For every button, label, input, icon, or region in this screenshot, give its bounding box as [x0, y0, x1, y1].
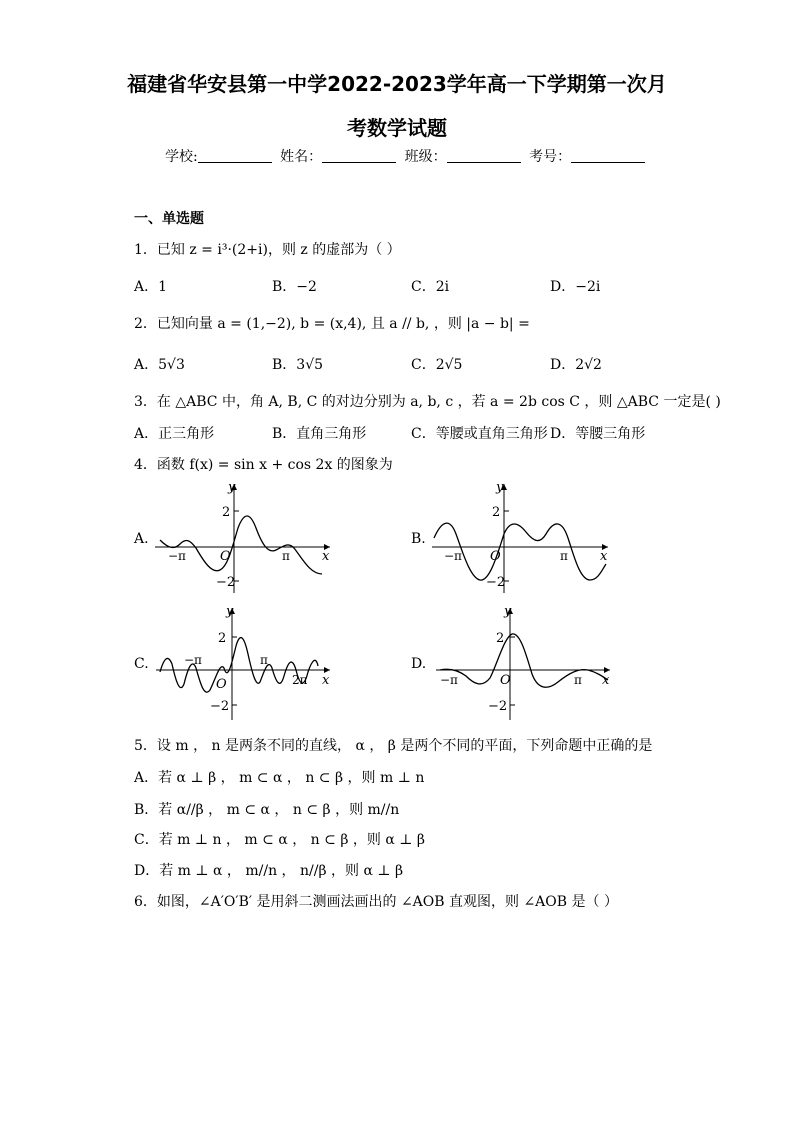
graph-d-label-neg2: −2	[488, 699, 508, 714]
q2-option-c: C．2√5	[411, 357, 463, 373]
graph-c-y-label: y	[226, 604, 234, 619]
question-4-stem: 4．函数 f(x) = sin x + cos 2x 的图象为	[134, 457, 393, 473]
q5-option-d: D．若 m ⊥ α ， m//n ， n//β ，则 α ⊥ β	[134, 863, 404, 879]
graph-c-label-neg2: −2	[210, 699, 230, 714]
graph-d-y-label: y	[504, 604, 512, 619]
number-blank	[571, 148, 645, 163]
q4-option-a: A.	[134, 531, 149, 547]
graph-c	[150, 602, 340, 724]
graph-a-origin: O	[220, 549, 231, 564]
graph-b-label-pi: π	[560, 549, 568, 563]
graph-c-label-2pi: 2π	[292, 673, 308, 687]
graph-c-label-2: 2	[218, 631, 227, 646]
q3-option-a: A．正三角形	[134, 426, 215, 442]
graph-a-label-2: 2	[222, 505, 231, 520]
class-blank	[447, 148, 521, 163]
graph-b-origin: O	[490, 549, 501, 564]
q5-option-c: C．若 m ⊥ n ， m ⊂ α ， n ⊂ β ，则 α ⊥ β	[134, 832, 425, 848]
q3-option-d: D．等腰三角形	[550, 426, 646, 442]
q3-option-b: B．直角三角形	[272, 426, 367, 442]
question-6-stem: 6．如图，∠A′O′B′ 是用斜二测画法画出的 ∠AOB 直观图，则 ∠AOB 是（ ）	[134, 894, 618, 910]
graph-a-label-neg-pi: −π	[168, 549, 186, 563]
graph-a-label-neg2: −2	[216, 575, 236, 590]
graph-a-x-label: x	[322, 549, 330, 564]
question-3-stem: 3．在 △ABC 中，角 A, B, C 的对边分别为 a, b, c ，若 a = 2b cos C ，则 △ABC 一定是( )	[134, 394, 721, 410]
graph-d-label-neg-pi: −π	[440, 673, 458, 687]
graph-b-label-neg2: −2	[486, 575, 506, 590]
graph-d-curve	[440, 634, 608, 687]
q2-option-a: A．5√3	[134, 357, 185, 373]
name-blank	[322, 148, 396, 163]
number-label: 考号：	[529, 149, 572, 165]
graph-b-x-label: x	[600, 549, 608, 564]
graph-b-label-2: 2	[492, 505, 501, 520]
q4-option-c: C.	[134, 656, 149, 672]
q1-option-d: D．−2i	[550, 279, 601, 295]
graph-a-y-label: y	[228, 480, 236, 495]
graph-d-x-label: x	[602, 673, 610, 688]
student-info-row	[165, 146, 649, 166]
graph-b	[428, 478, 618, 598]
graph-a-label-pi: π	[282, 549, 290, 563]
q2-option-b: B．3√5	[272, 357, 324, 373]
school-label: 学校:	[165, 149, 198, 165]
graph-c-x-label: x	[322, 673, 330, 688]
name-label: 姓名：	[280, 149, 323, 165]
graph-a-curve	[160, 516, 322, 574]
section-heading: 一、单选题	[134, 211, 204, 227]
q4-option-d: D.	[411, 656, 427, 672]
graph-d-label-2: 2	[496, 631, 505, 646]
graph-b-y-label: y	[496, 480, 504, 495]
question-2-stem: 2．已知向量 a = (1,−2), b = (x,4), 且 a // b, ，则 |a − b| =	[134, 316, 530, 332]
graph-a	[150, 478, 340, 598]
q5-option-b: B．若 α//β ， m ⊂ α ， n ⊂ β ，则 m//n	[134, 802, 400, 818]
q2-option-d: D．2√2	[550, 357, 602, 373]
graph-d-origin: O	[500, 673, 511, 688]
question-5-stem: 5．设 m ， n 是两条不同的直线， α ， β 是两个不同的平面，下列命题中正确的是	[134, 738, 653, 754]
q1-option-c: C．2i	[411, 279, 450, 295]
page-title-line1: 福建省华安县第一中学2022-2023学年高一下学期第一次月	[127, 72, 667, 96]
q3-option-c: C．等腰或直角三角形	[411, 426, 548, 442]
graph-b-label-neg-pi: −π	[444, 549, 462, 563]
graph-c-label-pi: π	[260, 653, 268, 667]
q1-option-b: B．−2	[272, 279, 317, 295]
q4-option-b: B.	[411, 531, 426, 547]
graph-d-label-pi: π	[574, 673, 582, 687]
graph-c-origin: O	[216, 677, 227, 692]
q5-option-a: A．若 α ⊥ β ， m ⊂ α ， n ⊂ β ，则 m ⊥ n	[134, 770, 425, 786]
class-label: 班级：	[404, 149, 447, 165]
question-1-stem: 1．已知 z = i³·(2+i)，则 z 的虚部为（ ）	[134, 242, 401, 258]
graph-c-label-neg-pi: −π	[184, 653, 202, 667]
graph-d	[428, 602, 618, 724]
page-title-line2: 考数学试题	[347, 116, 447, 140]
q1-option-a: A．1	[134, 279, 168, 295]
school-blank	[198, 148, 272, 163]
